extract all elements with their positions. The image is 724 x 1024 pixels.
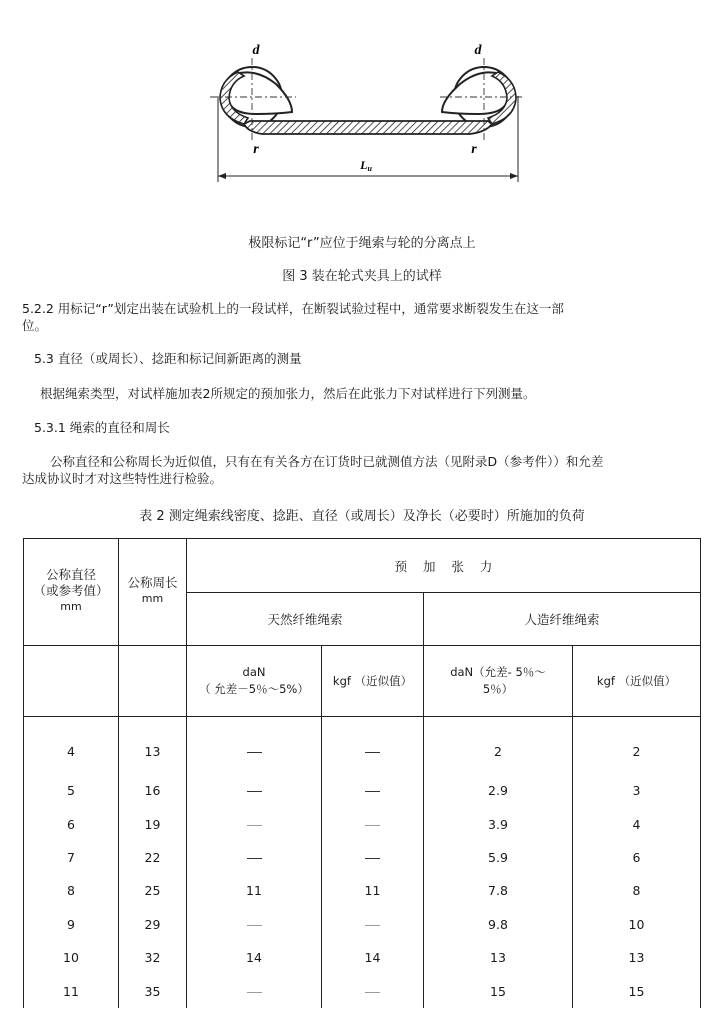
header-natural-kgf: kgf （近似值） [322, 646, 424, 717]
dash-mark [365, 825, 380, 826]
cell-diameter: 9 [24, 908, 119, 941]
para-5-3-1-line1: 公称直径和公称周长为近似值，只有在有关各方在订货时已就测值方法（见附录D（参考件））和允差 [50, 454, 604, 469]
table-row [24, 807, 701, 840]
para-5-2-2-line1: 5.2.2 用标记“r”划定出装在试验机上的一段试样，在断裂试验过程中，通常要求断裂发生在这一部 [22, 301, 564, 316]
dash-mark [247, 925, 262, 926]
cell-synthetic-kgf: 13 [573, 941, 701, 974]
cell-natural-kgf [322, 774, 424, 807]
table-caption: 表 2 测定绳索线密度、捻距、直径（或周长）及净长（必要时）所施加的负荷 [139, 509, 585, 524]
cell-synthetic-dan: 5.9 [424, 841, 573, 874]
cell-natural-kgf [322, 908, 424, 941]
cell-diameter: 6 [24, 807, 119, 840]
para-5-3: 根据绳索类型，对试样施加表2所规定的预加张力，然后在此张力下对试样进行下列测量。 [40, 386, 536, 401]
cell-natural-kgf [322, 807, 424, 840]
header-blank-1 [24, 646, 119, 717]
cell-perimeter: 25 [119, 874, 187, 907]
cell-natural-dan [187, 774, 322, 807]
table-row [24, 841, 701, 874]
dash-mark [247, 858, 262, 859]
header-diameter-line2: （或参考值） [33, 583, 109, 598]
pretension-table [23, 538, 701, 1008]
cell-synthetic-kgf: 8 [573, 874, 701, 907]
label-d-left: d [252, 43, 260, 58]
cell-perimeter: 13 [119, 717, 187, 775]
dash-mark [247, 992, 262, 993]
para-5-3-1-line2: 达成协议时才对这些特性进行检验。 [22, 471, 223, 486]
cell-synthetic-kgf: 10 [573, 908, 701, 941]
label-r-left: r [253, 142, 259, 157]
dash-mark [247, 791, 262, 792]
table-row [24, 874, 701, 907]
cell-natural-dan [187, 841, 322, 874]
header-synthetic-dan-line2: 5％） [482, 682, 514, 696]
cell-natural-kgf [322, 841, 424, 874]
cell-natural-dan [187, 807, 322, 840]
heading-5-3: 5.3 直径（或周长）、捻距和标记间新距离的测量 [34, 351, 302, 366]
cell-diameter: 10 [24, 941, 119, 974]
header-diameter-unit: mm [60, 600, 82, 613]
cell-perimeter: 32 [119, 941, 187, 974]
dash-mark [365, 858, 380, 859]
cell-synthetic-dan: 7.8 [424, 874, 573, 907]
para-5-2-2-line2: 位。 [22, 318, 48, 333]
rope-sample-figure [0, 0, 724, 200]
cell-natural-kgf [322, 717, 424, 775]
table-row [24, 974, 701, 1007]
table-row [24, 908, 701, 941]
cell-perimeter: 16 [119, 774, 187, 807]
dash-mark [247, 825, 262, 826]
cell-natural-kgf [322, 974, 424, 1007]
cell-diameter: 5 [24, 774, 119, 807]
cell-perimeter: 19 [119, 807, 187, 840]
cell-natural-dan: 11 [187, 874, 322, 907]
cell-synthetic-dan: 3.9 [424, 807, 573, 840]
rope-strand [244, 121, 492, 134]
cell-natural-kgf: 14 [322, 941, 424, 974]
cell-natural-dan [187, 974, 322, 1007]
cell-diameter: 11 [24, 974, 119, 1007]
header-nominal-diameter [24, 539, 119, 646]
header-perimeter-line1: 公称周长 [127, 575, 178, 590]
header-natural-dan [187, 646, 322, 717]
cell-perimeter: 29 [119, 908, 187, 941]
cell-diameter: 8 [24, 874, 119, 907]
table-row [24, 941, 701, 974]
cell-synthetic-kgf: 2 [573, 717, 701, 775]
figure-note: 极限标记“r”应位于绳索与轮的分离点上 [248, 236, 476, 251]
header-synthetic-kgf: kgf （近似值） [573, 646, 701, 717]
cell-diameter: 7 [24, 841, 119, 874]
header-synthetic-fiber: 人造纤维绳索 [424, 593, 701, 646]
cell-natural-dan [187, 908, 322, 941]
cell-perimeter: 35 [119, 974, 187, 1007]
dash-mark [365, 791, 380, 792]
cell-perimeter: 22 [119, 841, 187, 874]
header-diameter-line1: 公称直径 [45, 567, 96, 582]
label-r-right: r [471, 142, 477, 157]
cell-synthetic-dan: 15 [424, 974, 573, 1007]
cell-synthetic-kgf: 15 [573, 974, 701, 1007]
header-perimeter-unit: mm [141, 592, 164, 605]
header-nominal-perimeter [119, 539, 187, 646]
header-blank-2 [119, 646, 187, 717]
dash-mark [365, 752, 380, 753]
cell-diameter: 4 [24, 717, 119, 775]
cell-synthetic-dan: 2 [424, 717, 573, 775]
table-row [24, 717, 701, 775]
header-pretension: 预 加 张 力 [187, 539, 701, 593]
dash-mark [365, 992, 380, 993]
table-body [24, 717, 701, 1008]
cell-synthetic-dan: 9.8 [424, 908, 573, 941]
label-length: Lu [360, 158, 372, 173]
cell-natural-kgf: 11 [322, 874, 424, 907]
header-synthetic-dan-line1: daN（允差- 5％～ [450, 665, 546, 679]
figure-caption: 图 3 装在轮式夹具上的试样 [282, 269, 442, 284]
dash-mark [247, 752, 262, 753]
header-synthetic-dan [424, 646, 573, 717]
label-d-right: d [474, 43, 482, 58]
cell-synthetic-kgf: 6 [573, 841, 701, 874]
cell-synthetic-kgf: 4 [573, 807, 701, 840]
table-row [24, 774, 701, 807]
cell-synthetic-kgf: 3 [573, 774, 701, 807]
header-natural-fiber: 天然纤维绳索 [187, 593, 424, 646]
cell-synthetic-dan: 2.9 [424, 774, 573, 807]
cell-synthetic-dan: 13 [424, 941, 573, 974]
dash-mark [365, 925, 380, 926]
header-natural-dan-line2: （ 允差－5％～5%） [199, 682, 309, 696]
header-natural-dan-line1: daN [242, 665, 266, 679]
cell-natural-dan [187, 717, 322, 775]
heading-5-3-1: 5.3.1 绳索的直径和周长 [34, 420, 170, 435]
cell-natural-dan: 14 [187, 941, 322, 974]
